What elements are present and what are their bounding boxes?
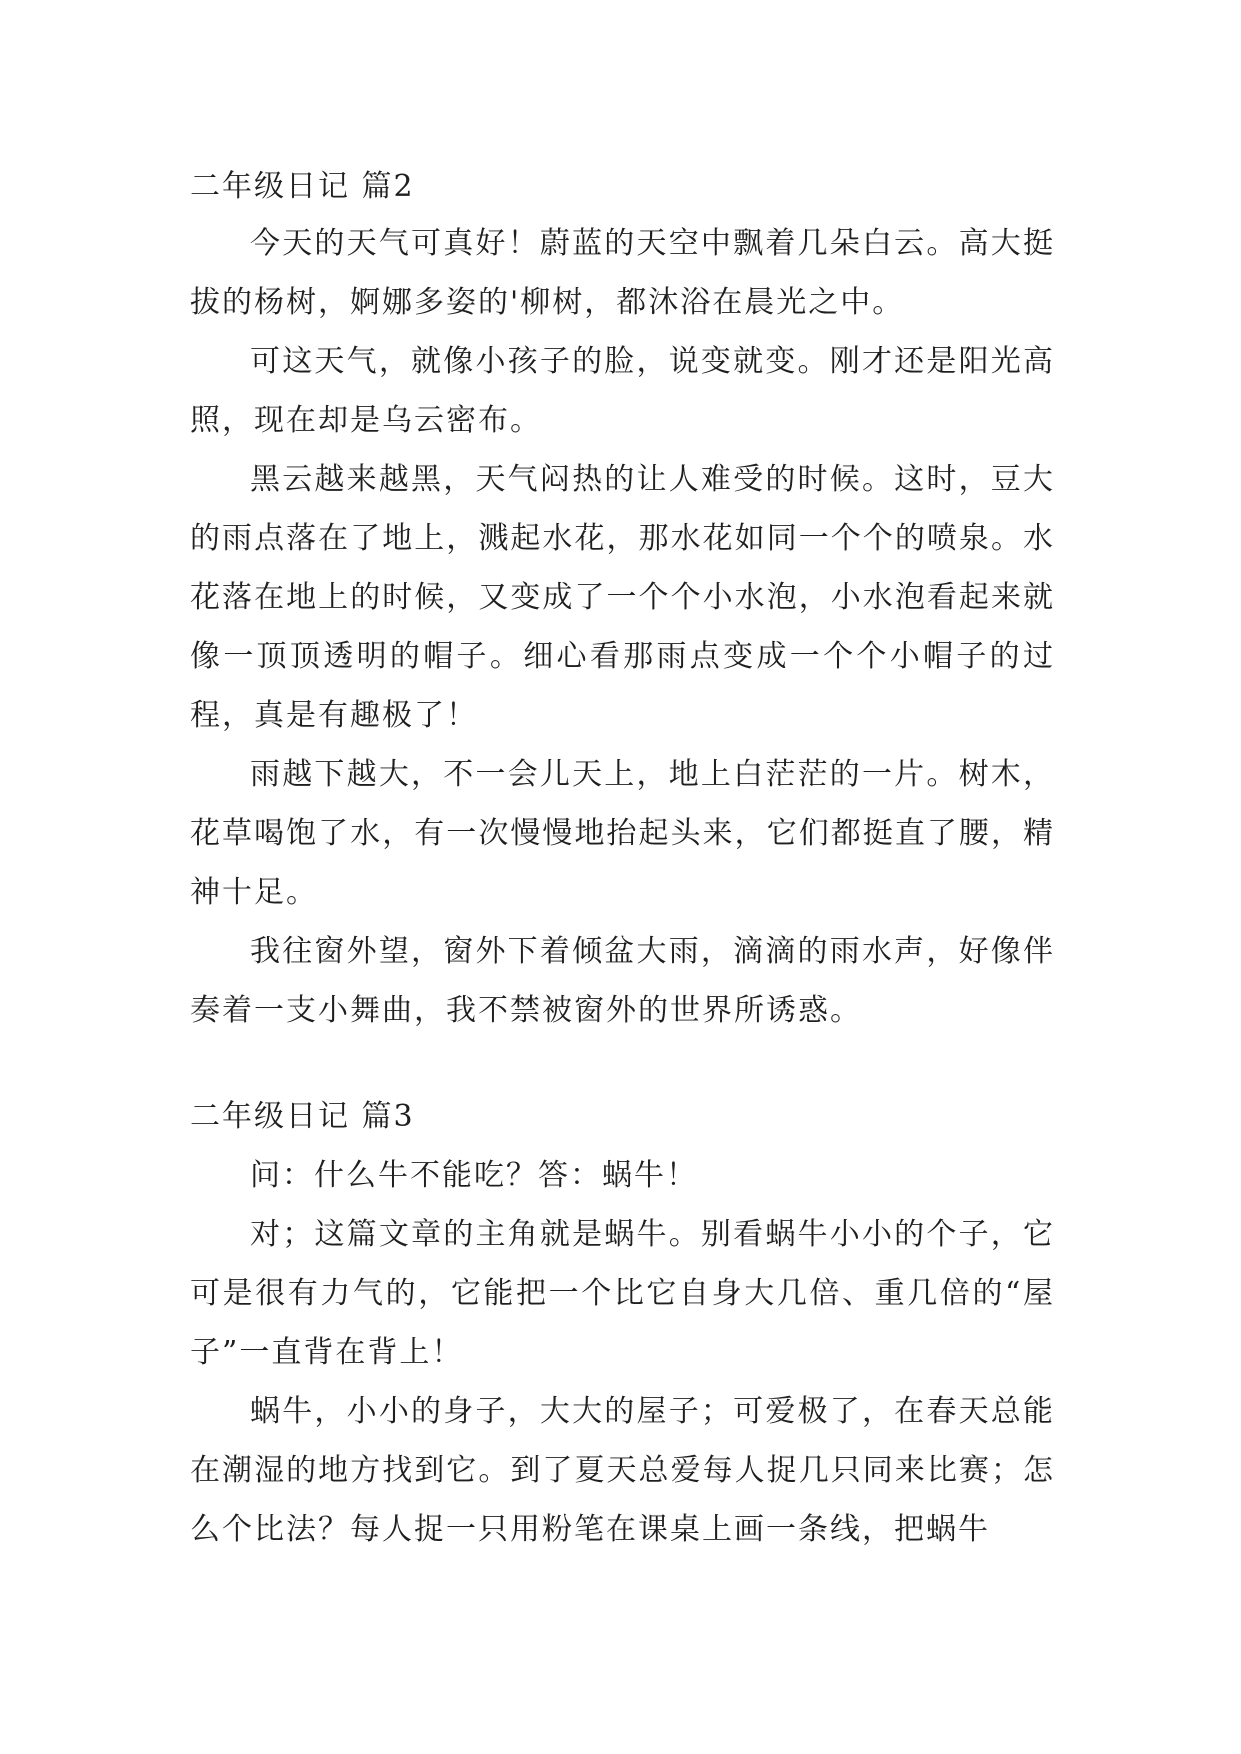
paragraph: 可这天气，就像小孩子的脸，说变就变。刚才还是阳光高照，现在却是乌云密布。 [190,344,1055,438]
section-3-body [190,1146,1055,1559]
paragraph: 问：什么牛不能吃？答：蜗牛！ [250,1158,698,1193]
section-2-title: 二年级日记 篇2 [190,169,415,204]
section-3-title: 二年级日记 篇3 [190,1099,415,1134]
paragraph: 我往窗外望，窗外下着倾盆大雨，滴滴的雨水声，好像伴奏着一支小舞曲，我不禁被窗外的世界所诱惑。 [190,934,1055,1028]
paragraph: 今天的天气可真好！蔚蓝的天空中飘着几朵白云。高大挺拔的杨树，婀娜多姿的'柳树，都沐浴在晨光之中。 [190,226,1055,320]
paragraph: 对；这篇文章的主角就是蜗牛。别看蜗牛小小的个子，它可是很有力气的，它能把一个比它自身大几倍、重几倍的“屋子”一直背在背上！ [190,1217,1055,1370]
paragraph: 黑云越来越黑，天气闷热的让人难受的时候。这时，豆大的雨点落在了地上，溅起水花，那水花如同一个个的喷泉。水花落在地上的时候，又变成了一个个小水泡，小水泡看起来就像一顶顶透明的帽子。细心看那雨点变成一个个小帽子的过程，真是有趣极了！ [190,462,1055,733]
paragraph: 雨越下越大，不一会儿天上，地上白茫茫的一片。树木，花草喝饱了水，有一次慢慢地抬起头来，它们都挺直了腰，精神十足。 [190,757,1055,910]
section-2-body [190,214,1055,1040]
paragraph: 蜗牛，小小的身子，大大的屋子；可爱极了，在春天总能在潮湿的地方找到它。到了夏天总爱每人捉几只同来比赛；怎么个比法？每人捉一只用粉笔在课桌上画一条线，把蜗牛 [190,1394,1055,1547]
